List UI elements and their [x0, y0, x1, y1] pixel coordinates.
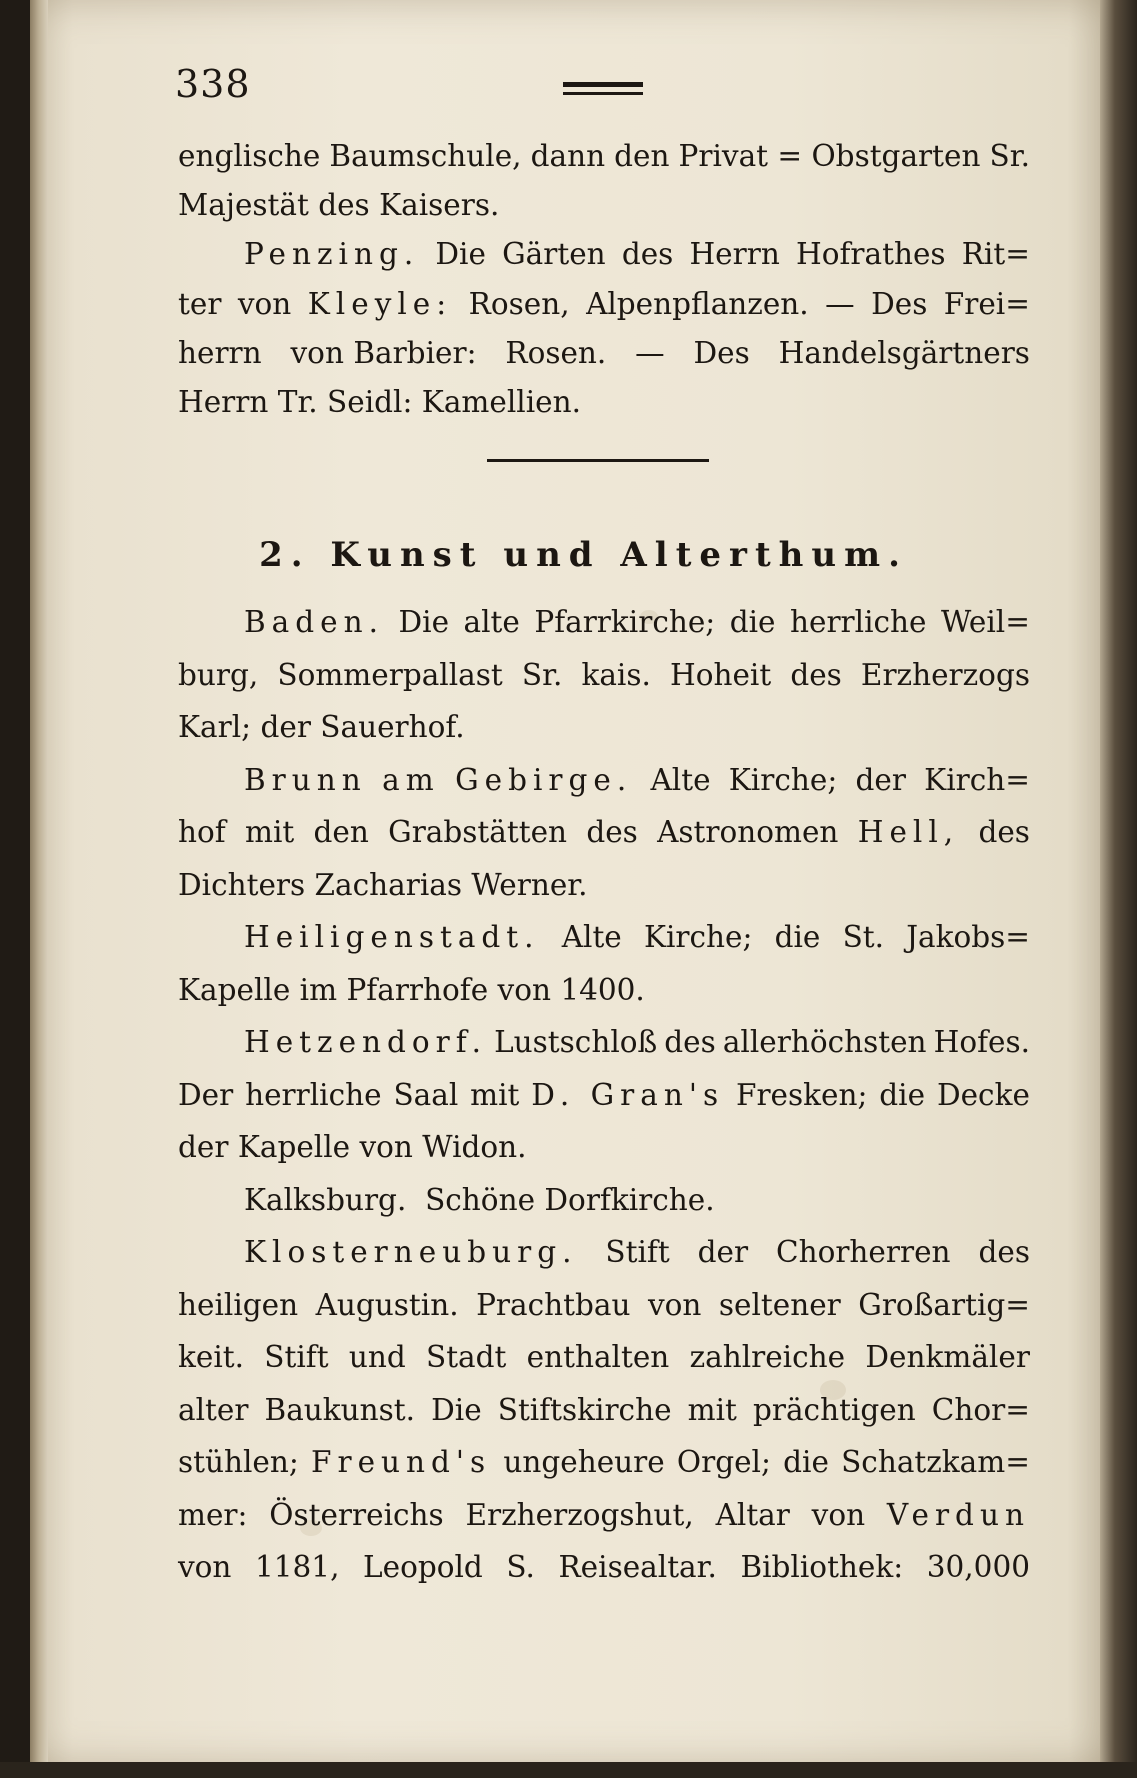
text-line: der Kapelle von Widon.: [178, 1130, 527, 1164]
text-line: von 1181, Leopold S. Reisealtar. Bibliothek: 30,000: [178, 1550, 1030, 1584]
text-line: Penzing. Die Gärten des Herrn Hofrathes Rit=: [178, 230, 1030, 279]
text-line: Herrn Tr. Seidl: Kamellien.: [178, 384, 581, 419]
place-name-penzing: Penzing.: [244, 237, 420, 272]
top-text-block: [178, 132, 1030, 427]
text-line: Kapelle im Pfarrhofe von 1400.: [178, 972, 645, 1007]
page-bottom-edge: [0, 1762, 1137, 1778]
page-header: [175, 62, 1035, 112]
text-line: englische Baumschule, dann den Privat = Obstgarten Sr.: [178, 139, 1030, 173]
section-divider: [487, 459, 709, 462]
text-line: keit. Stift und Stadt enthalten zahlreiche Denkmäler: [178, 1340, 1030, 1374]
text-line: heiligen Augustin. Prachtbau von seltener Großartig=: [178, 1287, 1030, 1322]
page-right-edge: [1100, 0, 1137, 1778]
entry-hetzendorf: Hetzendorf. Lustschloß des allerhöchsten Hofes.: [244, 1025, 1030, 1059]
text-line: Karl; der Sauerhof.: [178, 710, 465, 744]
text-line: stühlen; Freund's ungeheure Orgel; die Schatzkam=: [178, 1445, 1030, 1479]
section-heading: 2. Kunst und Alterthum.: [259, 535, 908, 575]
text-line: alter Baukunst. Die Stiftskirche mit prächtigen Chor=: [178, 1392, 1030, 1427]
text-line: Der herrliche Saal mit D. Gran's Fresken; die Decke: [178, 1077, 1030, 1112]
text-line: burg, Sommerpallast Sr. kais. Hoheit des Erzherzogs: [178, 657, 1030, 692]
page-gutter: [30, 0, 48, 1765]
text-line: Dichters Zacharias Werner.: [178, 867, 588, 902]
entry-baden: Baden. Die alte Pfarrkirche; die herrliche Weil=: [244, 605, 1030, 639]
page-number: 338: [175, 62, 251, 106]
text-line: ter von Kleyle: Rosen, Alpenpflanzen. — Des Frei=: [178, 286, 1030, 321]
text-line: Majestät des Kaisers.: [178, 188, 500, 223]
text-line: hof mit den Grabstätten des Astronomen Hell, des: [178, 815, 1030, 849]
entry-klosterneuburg: Klosterneuburg. Stift der Chorherren des: [244, 1235, 1030, 1269]
text-line: mer: Österreichs Erzherzogshut, Altar von Verdun: [178, 1497, 1030, 1532]
entry-brunn-am-gebirge: Brunn am Gebirge. Alte Kirche; der Kirch=: [244, 762, 1030, 797]
header-rule: [563, 82, 643, 95]
entry-heiligenstadt: Heiligenstadt. Alte Kirche; die St. Jakobs=: [244, 920, 1030, 954]
entry-kalksburg: Kalksburg. Schöne Dorfkirche.: [244, 1182, 715, 1217]
text-line: herrn von Barbier: Rosen. — Des Handelsgärtners: [178, 335, 1030, 370]
entries-text-block: [178, 596, 1030, 1594]
